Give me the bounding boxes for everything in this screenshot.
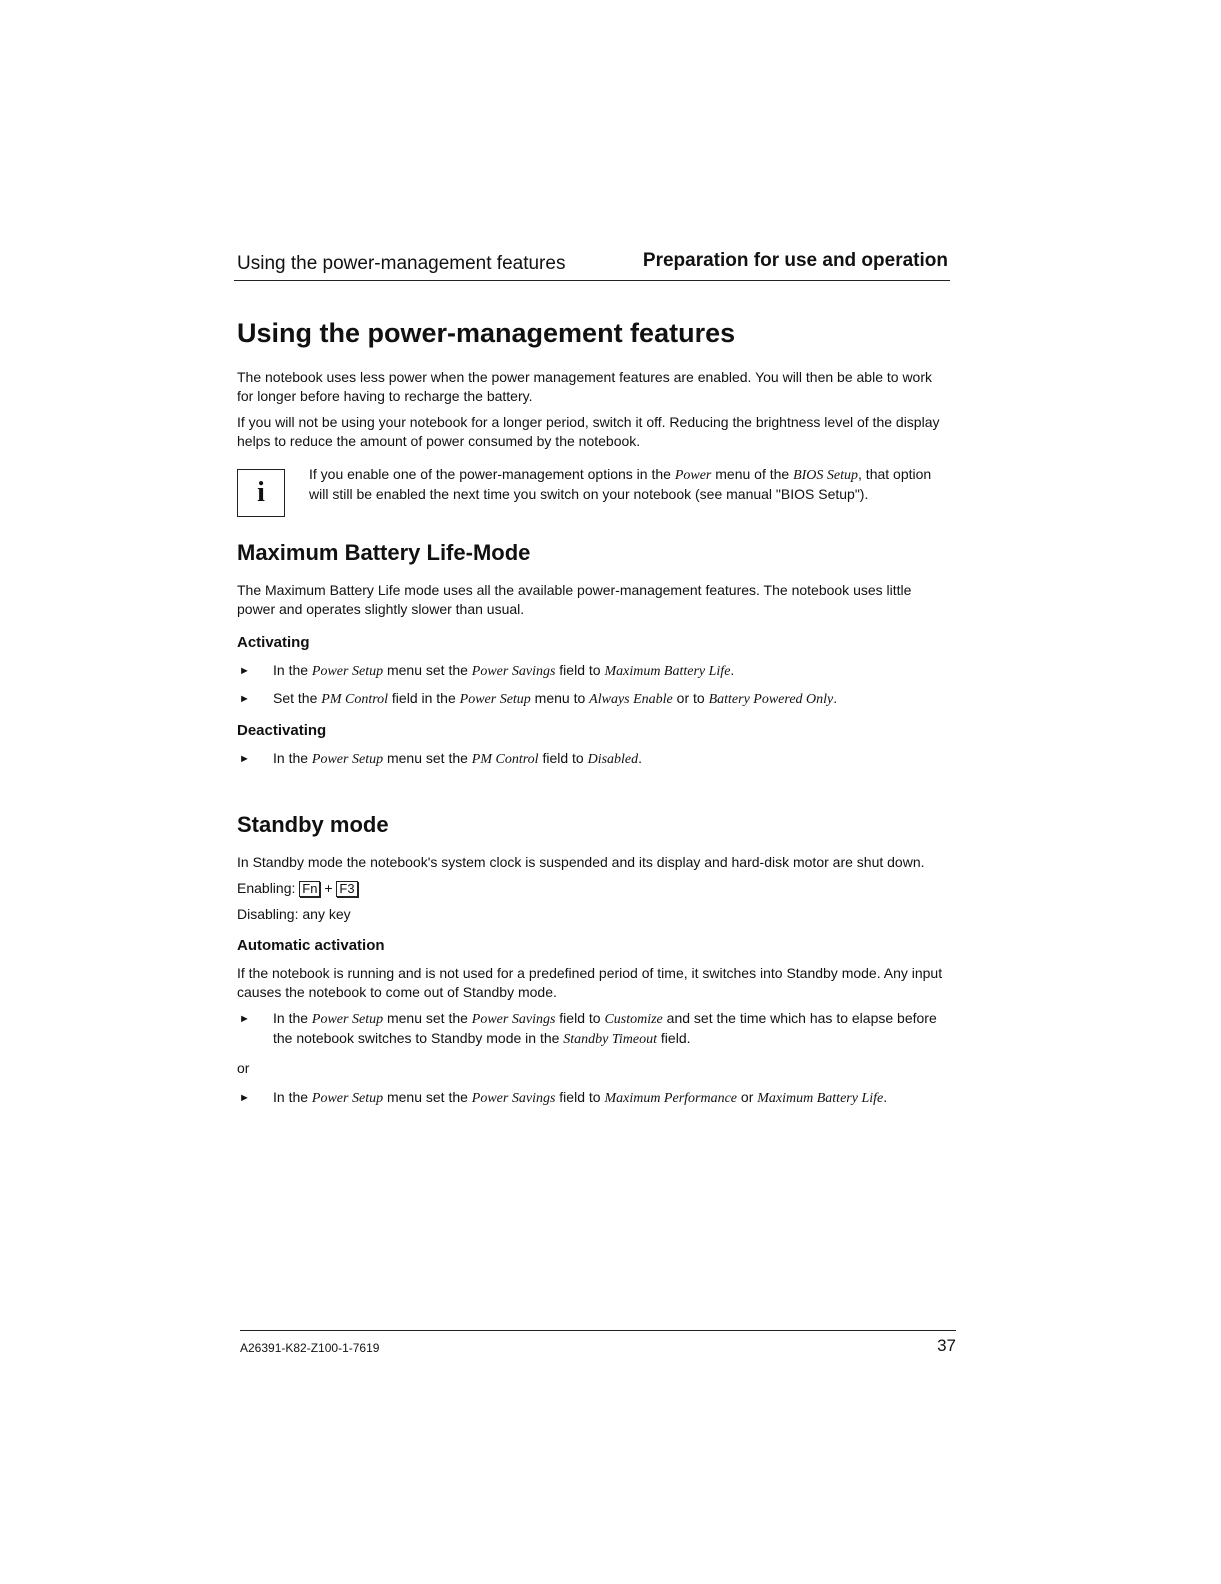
footer-rule [240,1330,956,1331]
arrow-bullet-icon: ► [239,1092,250,1104]
or-separator: or [237,1060,250,1076]
info-icon: i [237,469,285,517]
automatic-activation-steps [237,1009,947,1049]
f3-key: F3 [336,881,357,897]
list-item: ► Set the PM Control field in the Power Setup menu to Always Enable or to Battery Powered Only. [239,690,838,707]
list-item: ► In the Power Setup menu set the PM Control field to Disabled. [239,750,643,767]
arrow-bullet-icon: ► [239,693,250,705]
deactivating-steps [237,749,947,769]
automatic-activation-steps-alt [237,1088,947,1108]
subheading-automatic-activation: Automatic activation [237,937,385,954]
standby-enabling: Enabling: Fn + F3 [237,879,947,898]
page-title: Using the power-management features [237,318,736,348]
intro-paragraph-1: The notebook uses less power when the power management features are enabled. You will then be able to work for longer before having to recharge the battery. [237,369,932,404]
section-heading-max-battery: Maximum Battery Life-Mode [237,540,531,565]
page-number: 37 [937,1336,956,1355]
info-note-text: If you enable one of the power-management options in the Power menu of the BIOS Setup, that option will still be enabled the next time you switch on your notebook (see manual "BIOS Setup"). [309,466,932,502]
arrow-bullet-icon: ► [239,753,250,765]
page-content [237,316,947,1120]
fn-key: Fn [299,881,320,897]
intro-paragraph-2: If you will not be using your notebook for a longer period, switch it off. Reducing the brightness level of the display helps to reduce the amount of power consumed by the notebook. [237,414,940,449]
standby-body: In Standby mode the notebook's system clock is suspended and its display and hard-disk motor are shut down. [237,854,925,870]
subheading-deactivating: Deactivating [237,722,327,739]
activating-steps [237,661,947,709]
header-chapter-title: Preparation for use and operation [642,250,948,271]
arrow-bullet-icon: ► [239,1013,250,1025]
subheading-activating: Activating [237,634,310,651]
list-item: ► In the Power Setup menu set the Power Savings field to Customize and set the time which has to elapse before the notebook switches to Standby mode in the Standby Timeout field. [239,1010,937,1047]
max-battery-body: The Maximum Battery Life mode uses all the available power-management features. The notebook uses little power and operates slightly slower than usual. [237,582,912,617]
page-footer [240,1330,956,1358]
header-section-title: Using the power-management features [237,253,566,274]
document-id: A26391-K82-Z100-1-7619 [240,1341,380,1355]
section-heading-standby: Standby mode [237,812,389,837]
list-item: ► In the Power Setup menu set the Power Savings field to Maximum Battery Life. [239,662,735,679]
automatic-activation-body: If the notebook is running and is not used for a predefined period of time, it switches into Standby mode. Any input causes the notebook to come out of Standby mode. [237,965,943,1000]
info-note [237,465,947,519]
running-header [234,250,950,281]
arrow-bullet-icon: ► [239,665,250,677]
standby-disabling: Disabling: any key [237,906,351,922]
list-item: ► In the Power Setup menu set the Power Savings field to Maximum Performance or Maximum Battery Life. [239,1089,888,1106]
